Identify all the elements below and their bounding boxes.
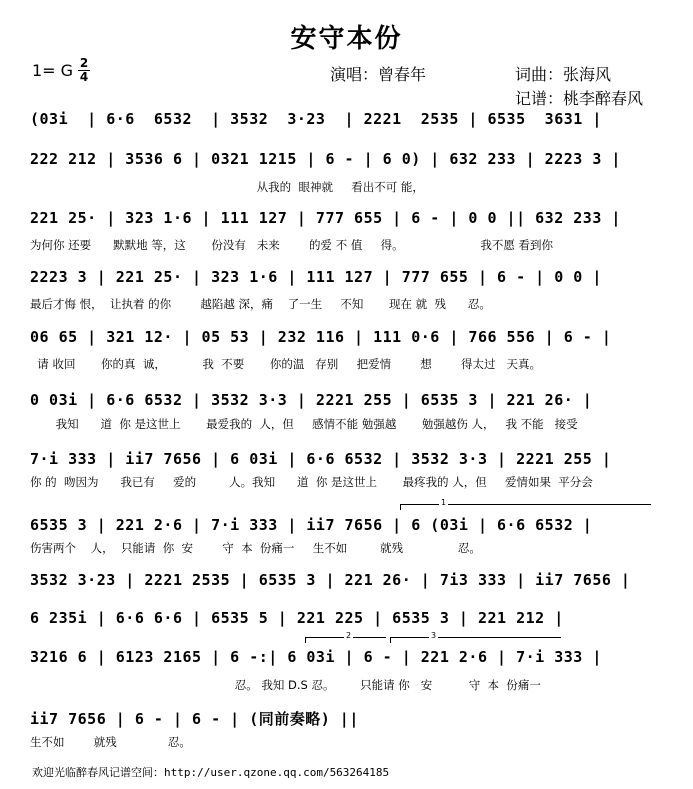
notes-line: 6 235i | 6·6 6·6 | 6535 5 | 221 225 | 6535 3 | 221 212 | <box>30 609 564 627</box>
time-top: 2 <box>79 56 89 70</box>
notes-line: 06 65 | 321 12· | 05 53 | 232 116 | 111 0·6 | 766 556 | 6 - | <box>30 328 612 346</box>
score-row-7 <box>30 450 660 472</box>
notes-line: 7·i 333 | ii7 7656 | 6 03i | 6·6 6532 | 3532 3·3 | 2221 255 | <box>30 450 612 468</box>
lyric-line-2: 从我的 眼神就 看出不可 能， <box>30 180 424 194</box>
lyric-line-5: 请 收回 你的真 诚， 我 不要 你的温 存别 把爱情 想 得太过 天真。 <box>30 357 542 371</box>
score-row-11 <box>30 648 660 670</box>
volta-bracket-3: 3 <box>390 637 561 643</box>
notes-line: ii7 7656 | 6 - | 6 - | (同前奏略) || <box>30 710 359 728</box>
notes-line: 0 03i | 6·6 6532 | 3532 3·3 | 2221 255 | 6535 3 | 221 26· | <box>30 391 593 409</box>
notes-line: 3216 6 | 6123 2165 | 6 -:| 6 03i | 6 - | 221 2·6 | 7·i 333 | <box>30 648 602 666</box>
notes-line: 221 25· | 323 1·6 | 111 127 | 777 655 | 6 - | 0 0 || 632 233 | <box>30 209 621 227</box>
lyric-line-6: 我知 道 你 是这世上 最爱我的 人，但 感情不能 勉强越 勉强越伤 人， 我 不能 接受 <box>30 417 578 431</box>
score-row-2 <box>30 150 660 172</box>
score-row-10 <box>30 609 660 631</box>
composer-credit: 词曲：张海风 <box>515 65 612 84</box>
score-row-6 <box>30 391 660 413</box>
lyric-line-11: 忍。 我知 D.S 忍。 只能请 你 安 守 本 份痛一 <box>30 678 541 692</box>
score-row-5 <box>30 328 660 350</box>
time-signature <box>78 58 90 83</box>
volta-bracket-1: 1 <box>400 504 651 510</box>
notes-line: (03i | 6·6 6532 | 3532 3·23 | 2221 2535 | 6535 3631 | <box>30 110 602 128</box>
lyric-line-12: 生不如 就残 忍。 <box>30 735 191 749</box>
transcriber-credit: 记谱：桃李醉春风 <box>515 89 644 108</box>
score-row-8 <box>30 516 660 538</box>
key-signature: 1= G <box>32 61 74 80</box>
score-row-9 <box>30 571 660 593</box>
song-title: 安守本份 <box>290 24 403 54</box>
lyric-line-3: 为何你 还要 默默地 等，这 份没有 未来 的爱 不 值 得。 我不愿 看到你 <box>30 238 554 252</box>
lyric-line-7: 你 的 吻因为 我已有 爱的 人。我知 道 你 是这世上 最疼我的 人，但 爱情如果 平分会 <box>30 475 593 489</box>
time-bottom: 4 <box>79 70 89 84</box>
lyric-line-4: 最后才悔 恨， 让执着 的你 越陷越 深，痛 了一生 不知 现在 就 残 忍。 <box>30 297 491 311</box>
score-row-3 <box>30 209 660 231</box>
score-row-1 <box>30 110 660 132</box>
volta-bracket-2: 2 <box>305 637 386 643</box>
notes-line: 2223 3 | 221 25· | 323 1·6 | 111 127 | 777 655 | 6 - | 0 0 | <box>30 268 602 286</box>
score-row-12 <box>30 708 660 730</box>
lyric-line-8: 伤害两个 人， 只能请 你 安 守 本 份痛一 生不如 就残 忍。 <box>30 541 481 555</box>
notes-line: 6535 3 | 221 2·6 | 7·i 333 | ii7 7656 | 6 (03i | 6·6 6532 | <box>30 516 593 534</box>
score-row-4 <box>30 268 660 290</box>
footer-credit: 欢迎光临醉春风记谱空间：http://user.qzone.qq.com/563264185 <box>32 766 390 779</box>
notes-line: 3532 3·23 | 2221 2535 | 6535 3 | 221 26· | 7i3 333 | ii7 7656 | <box>30 571 631 589</box>
singer-credit: 演唱：曾春年 <box>330 65 427 84</box>
notes-line: 222 212 | 3536 6 | 0321 1215 | 6 - | 6 0) | 632 233 | 2223 3 | <box>30 150 621 168</box>
